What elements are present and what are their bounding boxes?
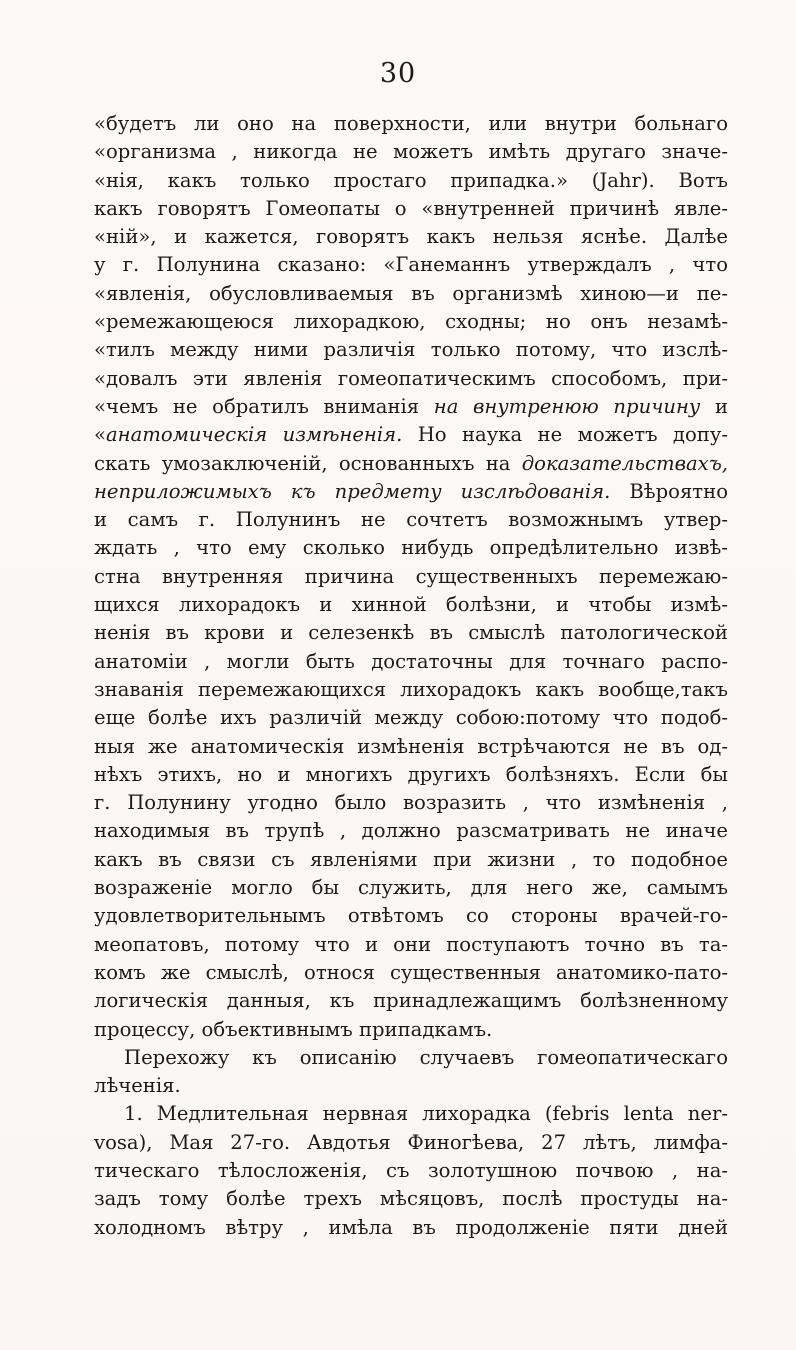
text-segment: скать умозаключеній, основанныхъ на (94, 451, 522, 475)
text-line: «явленія, обусловливаемыя въ организмѣ хиною—и пе- (94, 281, 728, 305)
text-line: нѣхъ этихъ, но и многихъ другихъ болѣзняхъ. Если бы (94, 762, 728, 786)
text-line: «ній», и кажется, говорятъ какъ нельзя яснѣе. Далѣе (94, 225, 728, 249)
text-line: анатоміи , могли быть достаточны для точнаго распо- (94, 649, 728, 673)
text-line: щихся лихорадокъ и хинной болѣзни, и чтобы измѣ- (94, 593, 728, 617)
text-line: холодномъ вѣтру , имѣла въ продолженіе пяти дней (94, 1215, 728, 1239)
page-number: 30 (379, 58, 417, 89)
text-line (94, 421, 728, 449)
text-line: Перехожу къ описанію случаевъ гомеопатическаго (124, 1045, 728, 1069)
body-text (94, 110, 728, 1242)
text-line: находимыя въ трупѣ , должно разсматривать не иначе (94, 819, 728, 843)
text-line: г. Полунину угодно было возразить , что измѣненія , (94, 791, 728, 815)
text-line: какъ говорятъ Гомеопаты о «внутренней причинѣ явле- (94, 196, 728, 220)
text-line: какъ въ связи съ явленіями при жизни , то подобное (94, 847, 728, 871)
text-line: возраженіе могло бы служить, для него же, самымъ (94, 876, 728, 900)
text-line: меопатовъ, потому что и они поступаютъ точно въ та- (94, 932, 728, 956)
text-line: логическія данныя, къ принадлежащимъ болѣзненному (94, 989, 728, 1013)
text-line: ждать , что ему сколько нибудь опредѣлительно извѣ- (94, 536, 728, 560)
text-segment: Вѣроятно (610, 479, 728, 503)
text-line: лѣченія. (94, 1074, 181, 1098)
text-line: 1. Медлительная нервная лихорадка (febris lenta ner- (124, 1102, 728, 1126)
text-line: процессу, объективнымъ припадкамъ. (94, 1017, 493, 1041)
text-segment: « (94, 423, 106, 447)
italic-phrase: неприложимыхъ къ предмету изслѣдованія. (94, 479, 611, 503)
text-line: у г. Полунина сказано: «Ганеманнъ утверждалъ , что (94, 253, 728, 277)
text-line: стна внутренняя причина существенныхъ перемежаю- (94, 564, 728, 588)
text-line: знаванія перемежающихся лихорадокъ какъ вообще,такъ (94, 677, 728, 701)
text-segment: «чемъ не обратилъ вниманія (94, 394, 434, 418)
text-line: «нія, какъ только простаго припадка.» (Jahr). Вотъ (94, 168, 728, 192)
text-line: тическаго тѣлосложенія, съ золотушною почвою , на- (94, 1158, 728, 1182)
text-line (94, 478, 728, 506)
text-line: «организма , никогда не можетъ имѣть другаго значе- (94, 140, 728, 164)
text-line: «ремежающеюся лихорадкою, сходны; но онъ незамѣ- (94, 310, 728, 334)
text-line: задъ тому болѣе трехъ мѣсяцовъ, послѣ простуды на- (94, 1187, 728, 1211)
text-line: удовлетворительнымъ отвѣтомъ со стороны врачей-го- (94, 904, 728, 928)
italic-phrase: на внутренюю причину (433, 394, 701, 418)
text-line: «тилъ между ними различія только потому, что изслѣ- (94, 338, 728, 362)
text-line: комъ же смыслѣ, относя существенныя анатомико-пато- (94, 960, 728, 984)
text-segment: Но наука не можетъ допу- (402, 423, 728, 447)
text-line (94, 450, 728, 478)
text-line: ненія въ крови и селезенкѣ въ смыслѣ патологической (94, 621, 728, 645)
italic-phrase: анатомическія измѣненія. (106, 423, 403, 447)
text-line: еще болѣе ихъ различій между собою:потому что подоб- (94, 706, 728, 730)
text-line: ныя же анатомическія измѣненія встрѣчаются не въ од- (94, 734, 728, 758)
text-line: «будетъ ли оно на поверхности, или внутри больнаго (94, 112, 728, 135)
text-line (94, 393, 728, 421)
text-line: «довалъ эти явленія гомеопатическимъ способомъ, при- (94, 366, 728, 390)
text-line: vosa), Мая 27-го. Авдотья Финогѣева, 27 лѣтъ, лимфа- (94, 1130, 728, 1154)
italic-phrase: доказательствахъ, (521, 451, 728, 475)
text-segment: и (700, 394, 728, 418)
text-line: и самъ г. Полунинъ не сочтетъ возможнымъ утвер- (94, 508, 728, 532)
